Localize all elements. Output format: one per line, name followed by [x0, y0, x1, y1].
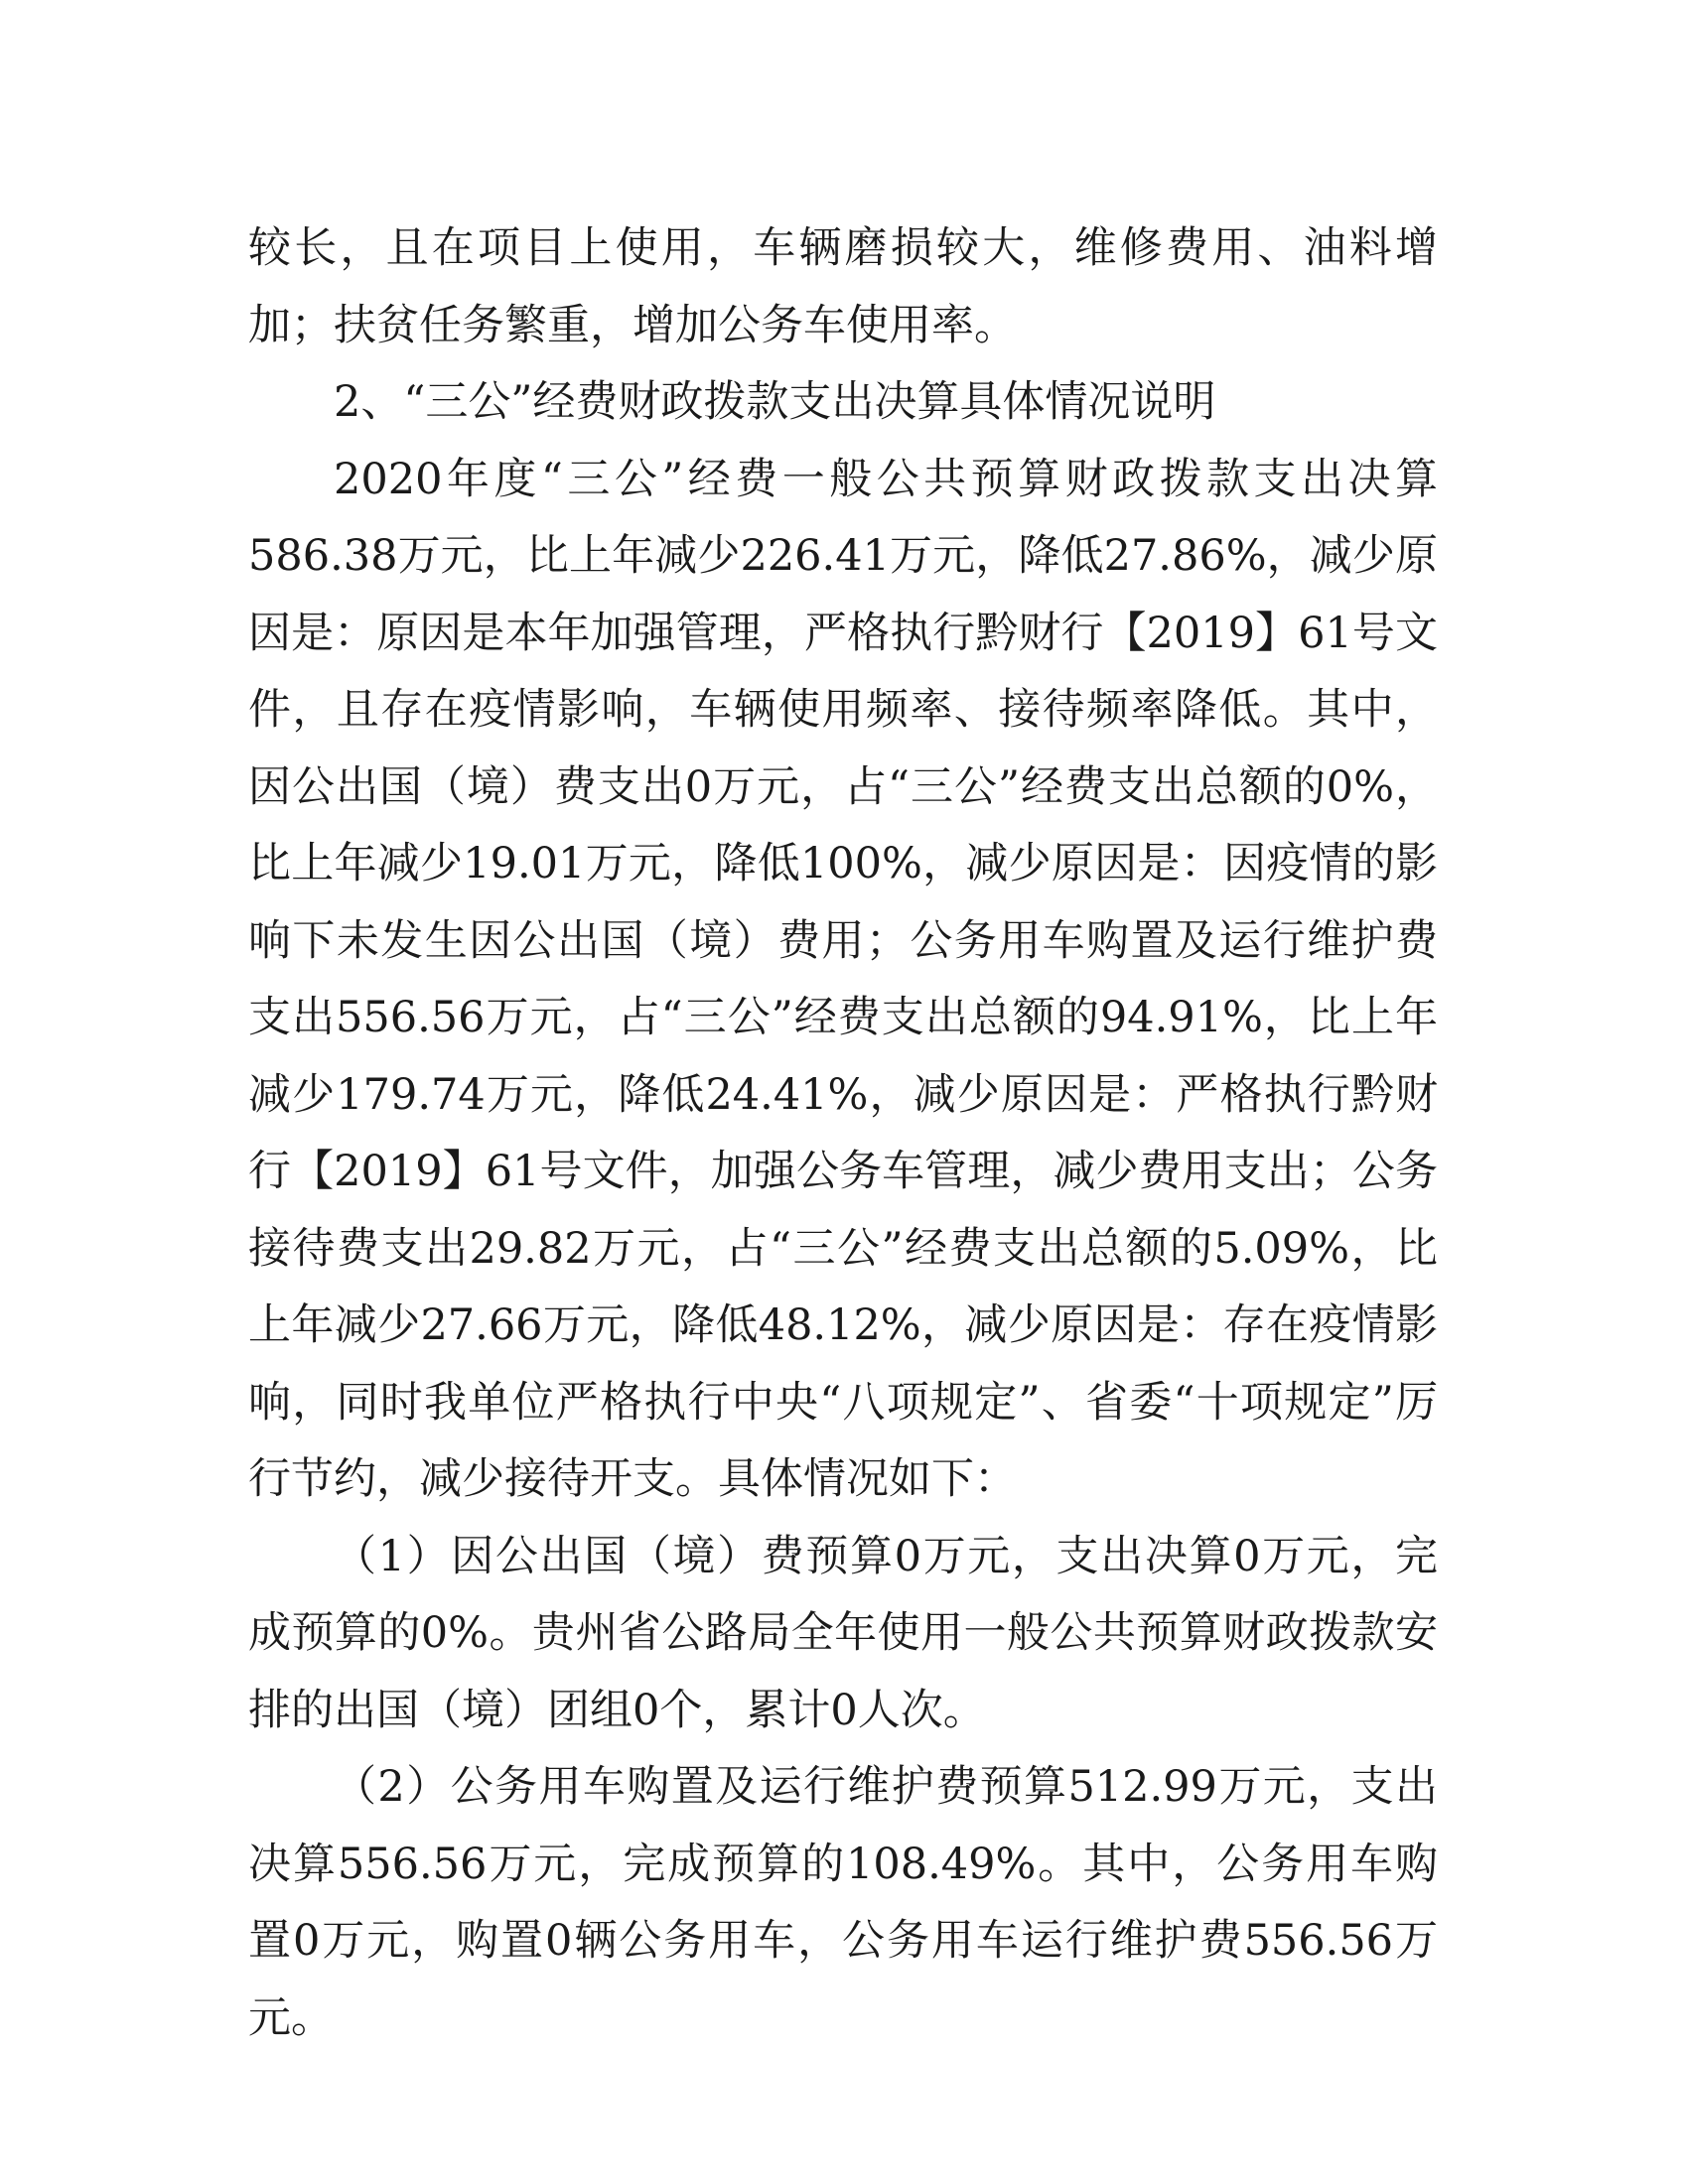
- document-body: [248, 210, 1438, 2057]
- paragraph-official-vehicles: （2）公务用车购置及运行维护费预算512.99万元，支出决算556.56万元，完成预算的108.49%。其中，公务用车购置0万元，购置0辆公务用车，公务用车运行维护费556.56万元。: [248, 1762, 1438, 2043]
- paragraph-overseas-travel: （1）因公出国（境）费预算0万元，支出决算0万元，完成预算的0%。贵州省公路局全年使用一般公共预算财政拨款安排的出国（境）团组0个，累计0人次。: [248, 1531, 1438, 1735]
- paragraph-vehicle-wear: 较长，且在项目上使用，车辆磨损较大，维修费用、油料增加；扶贫任务繁重，增加公务车使用率。: [248, 223, 1438, 350]
- paragraph-expense-summary: 2020年度“三公”经费一般公共预算财政拨款支出决算586.38万元，比上年减少226.41万元，降低27.86%，减少原因是：原因是本年加强管理，严格执行黔财行【2019】61号文件，且存在疫情影响，车辆使用频率、接待频率降低。其中，因公出国（境）费支出0万元，占“三公”经费支出总额的0%，比上年减少19.01万元，降低100%，减少原因是：因疫情的影响下未发生因公出国（境）费用；公务用车购置及运行维护费支出556.56万元，占“三公”经费支出总额的94.91%，比上年减少179.74万元，降低24.41%，减少原因是：严格执行黔财行【2019】61号文件，加强公务车管理，减少费用支出；公务接待费支出29.82万元，占“三公”经费支出总额的5.09%，比上年减少27.66万元，降低48.12%，减少原因是：存在疫情影响，同时我单位严格执行中央“八项规定”、省委“十项规定”厉行节约，减少接待开支。具体情况如下：: [248, 454, 1438, 1504]
- section-heading-three-public-expenses: 2、“三公”经费财政拨款支出决算具体情况说明: [334, 377, 1216, 427]
